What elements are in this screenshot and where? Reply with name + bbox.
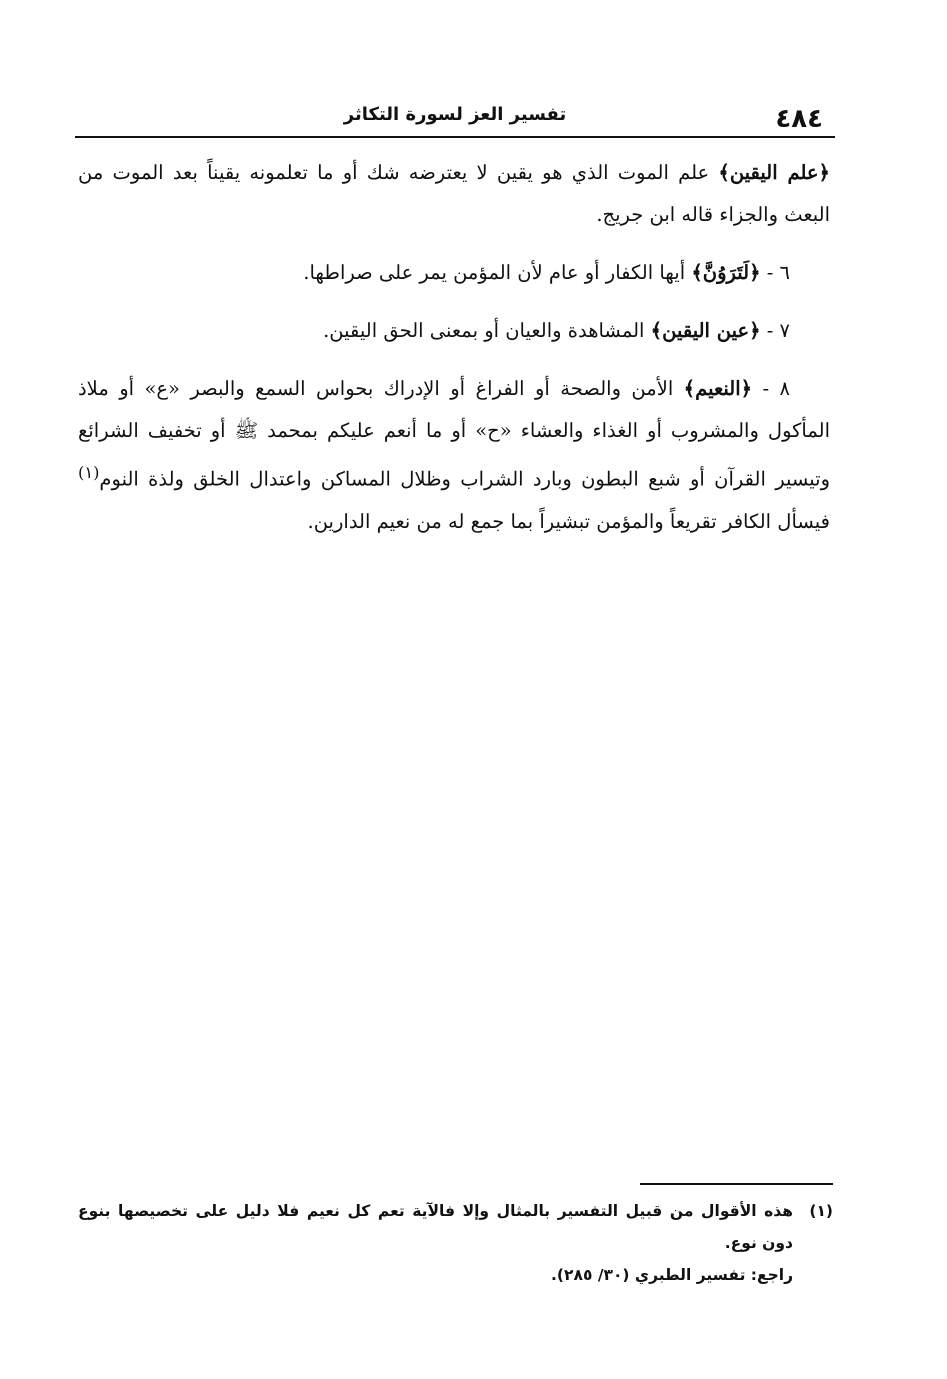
footnotes (78, 1195, 833, 1291)
verse-number: ٨ - (752, 377, 790, 400)
footnote-divider (640, 1183, 833, 1185)
footnote-number: (١) (809, 1202, 833, 1220)
verse-number: ٧ - (760, 319, 790, 342)
page-number: ٤٨٤ (775, 104, 823, 134)
main-text (78, 152, 830, 543)
paragraph-text: المشاهدة والعيان أو بمعنى الحق اليقين. (323, 319, 651, 342)
footnote-reference-source: راجع: تفسير الطبري (٣٠/ ٢٨٥). (551, 1266, 793, 1284)
quranic-term: ﴿لَتَرَوُنَّ﴾ (691, 261, 761, 284)
paragraph-text: علم الموت الذي هو يقين لا يعترضه شك أو ما تعلمونه يقيناً بعد الموت من البعث والجزاء قاله ابن جريج. (78, 161, 830, 226)
paragraph-text: الأمن والصحة أو الفراغ أو الإدراك بحواس السمع والبصر «ع» أو ملاذ المأكول والمشروب أو الغذاء والعشاء «ح» أو ما أنعم عليكم بمحمد ﷺ أو تخفيف الشرائع وتيسير القرآن أو شبع البطون وبارد الشراب وظلال المساكن واعتدال الخلق ولذة النوم (78, 377, 830, 491)
footnote-body (78, 1195, 793, 1291)
paragraph-7 (78, 310, 830, 352)
footnote-item (78, 1195, 833, 1291)
paragraph-ilm-al-yaqin (78, 152, 830, 236)
verse-number: ٦ - (760, 261, 790, 284)
paragraph-6 (78, 252, 830, 294)
quranic-term: ﴿النعيم﴾ (683, 377, 753, 400)
quranic-term: ﴿علم اليقين﴾ (718, 161, 830, 184)
paragraph-text: فيسأل الكافر تقريعاً والمؤمن تبشيراً بما جمع له من نعيم الدارين. (307, 509, 830, 533)
running-title: تفسير العز لسورة التكاثر (343, 104, 567, 125)
footnote-text: هذه الأقوال من قبيل التفسير بالمثال وإلا فالآية تعم كل نعيم فلا دليل على تخصيصها بنوع دون نوع. (78, 1202, 793, 1252)
paragraph-text: أيها الكفار أو عام لأن المؤمن يمر على صراطها. (303, 261, 692, 284)
footnote-reference[interactable]: (١) (78, 463, 100, 482)
page-header (75, 96, 835, 138)
paragraph-8 (78, 368, 830, 543)
quranic-term: ﴿عين اليقين﴾ (650, 319, 761, 342)
